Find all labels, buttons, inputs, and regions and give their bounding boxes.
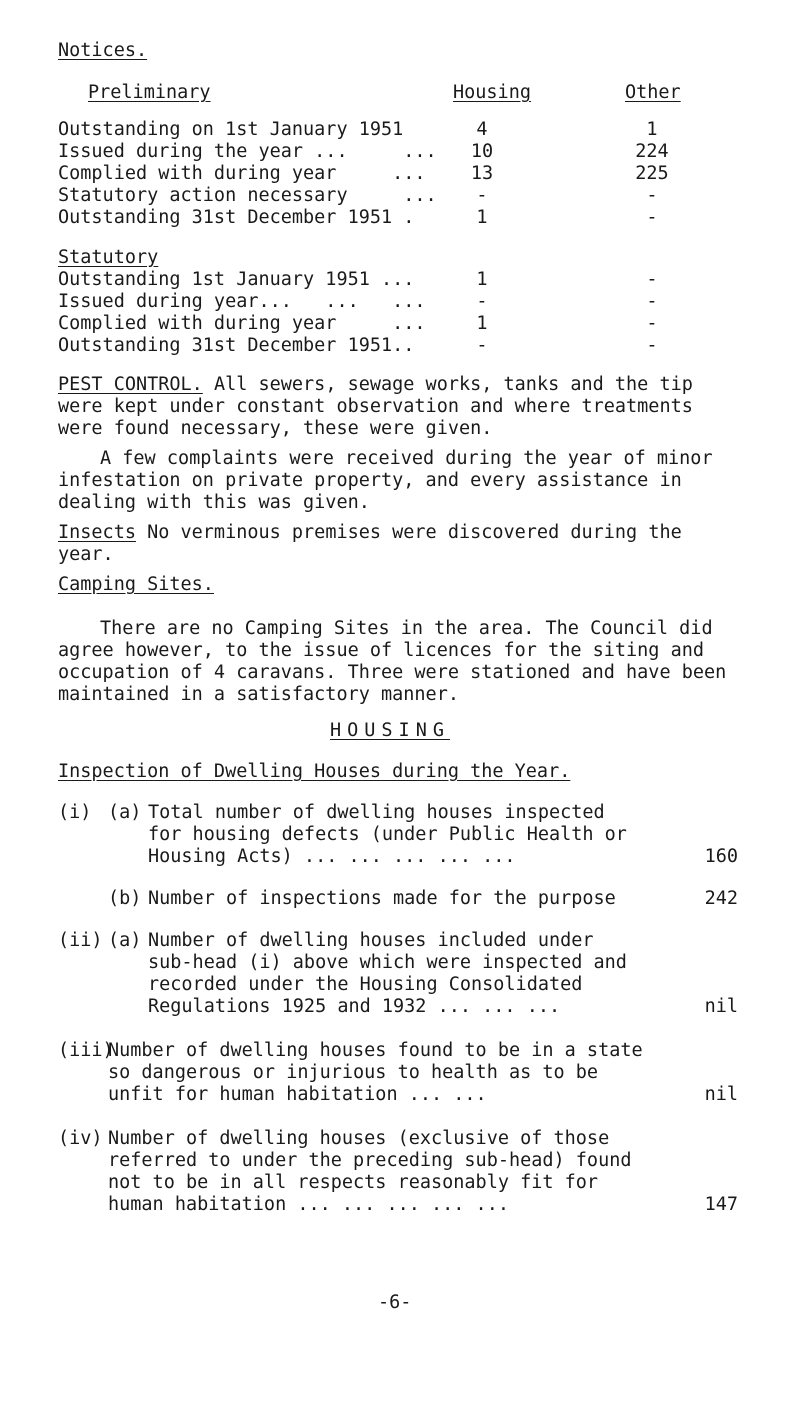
item-text: Number of dwelling houses found to be in a state so dangerous or injurious to health as to be unfit for human habitation ... ... [108,1040,643,1105]
item-value: 160 [704,846,738,867]
item-value: nil [704,996,738,1017]
item-number: (i) [58,802,92,823]
item-number: (iii) [58,1040,114,1061]
col-other: Other [625,82,681,103]
table-row-housing: - [476,185,488,206]
table-row-housing: 1 [476,313,488,334]
pest-control-section [58,374,748,440]
table-row-other: - [646,313,658,334]
table-row-other: - [646,207,658,228]
table-row-housing: 13 [470,163,494,184]
page-heading: Notices. [58,40,148,61]
table-row-housing: - [476,335,488,356]
table-row-label: Outstanding 31st December 1951.. [58,335,415,356]
table-row-housing: 10 [470,141,494,162]
col-housing: Housing [453,82,531,103]
item-number: (iv) [58,1128,103,1149]
item-number: (ii) [58,930,103,951]
statutory-title: Statutory [58,247,159,268]
item-text: Total number of dwelling houses inspected for housing defects (under Public Health or Housing Acts) ... ... ... ... ... [148,802,627,867]
camping-title: Camping Sites. [58,574,214,595]
item-text: Number of inspections made for the purpose [148,888,616,909]
table-row-other: 224 [635,141,669,162]
table-row-housing: 1 [476,207,488,228]
item-text: Number of dwelling houses included under sub-head (i) above which were inspected and recorded under the Housing Consolidated Regulations 1925 and 1932 ... ... ... [148,930,627,1017]
table-row-housing: 1 [476,269,488,290]
pest-control-title: PEST CONTROL. [58,374,203,395]
item-sub: (a) [108,930,142,951]
table-row-label: Issued during year... ... ... [58,291,426,312]
table-row-other: 1 [646,119,658,140]
item-value: nil [704,1084,738,1105]
table-row-housing: - [476,291,488,312]
pest-control-para1: All sewers, sewage works, tanks and the tip were kept under constant observation and where treatments were found necessary, these were given. [58,374,693,439]
item-value: 242 [704,888,738,909]
table-row-label: Outstanding 31st December 1951 . [58,207,415,228]
camping-text: There are no Camping Sites in the area. The Council did agree however, to the issue of licences for the siting and occupation of 4 caravans. Three were stationed and have been maintained in a satisfactory manner. [58,618,727,705]
table-row-label: Outstanding on 1st January 1951 [58,119,404,140]
housing-title: HOUSING [330,720,450,741]
table-row-label: Complied with during year ... [58,313,426,334]
item-sub: (b) [108,888,142,909]
col-preliminary: Preliminary [88,82,211,103]
table-row-other: - [646,269,658,290]
table-row-housing: 4 [476,119,488,140]
table-row-label: Issued during the year ... ... [58,141,437,162]
item-value: 147 [704,1194,738,1215]
pest-control-para2: A few complaints were received during the year of minor infestation on private property, and every assistance in dealing with this was given. [58,448,713,513]
insects-section [58,522,748,566]
housing-subtitle: Inspection of Dwelling Houses during the Year. [58,761,571,782]
table-row-label: Statutory action necessary ... [58,185,437,206]
page-number: -6- [378,1292,412,1313]
table-row-label: Outstanding 1st January 1951 ... [58,269,415,290]
table-row-other: - [646,291,658,312]
table-row-other: - [646,335,658,356]
insects-text: No verminous premises were discovered during the year. [58,522,682,565]
table-row-other: 225 [635,163,669,184]
table-row-other: - [646,185,658,206]
item-sub: (a) [108,802,142,823]
item-text: Number of dwelling houses (exclusive of those referred to under the preceding sub-head) found not to be in all respects reasonably fit for human habitation ... ... ... ... ... [108,1128,632,1215]
table-row-label: Complied with during year ... [58,163,426,184]
insects-title: Insects [58,522,136,543]
